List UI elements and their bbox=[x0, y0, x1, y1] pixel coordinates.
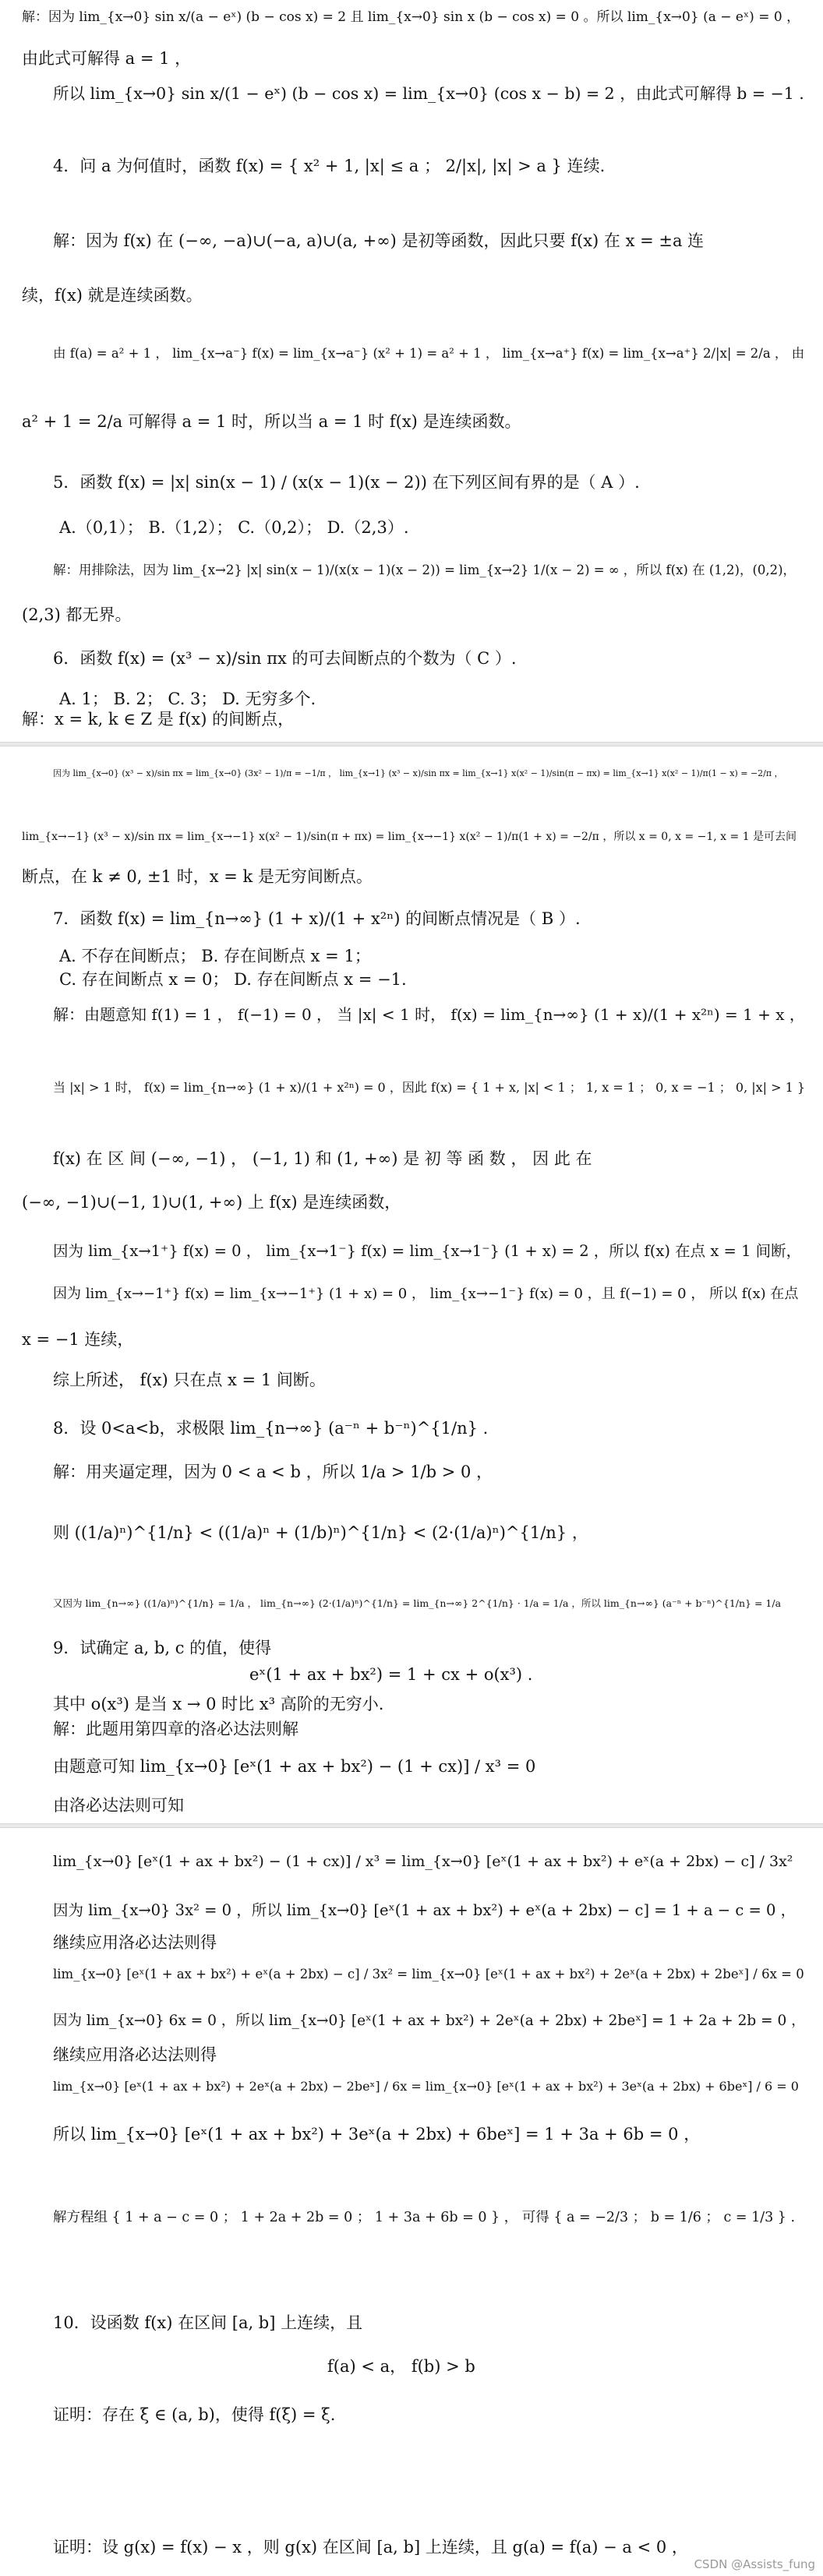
section-divider bbox=[0, 742, 823, 746]
text-line: 由题意可知 lim_{x→0} [eˣ(1 + ax + bx²) − (1 + cx)] / x³ = 0 bbox=[53, 1757, 536, 1776]
text-line: 证明：存在 ξ ∈ (a, b)，使得 f(ξ) = ξ. bbox=[53, 2405, 336, 2424]
problem-10: 10．设函数 f(x) 在区间 [a, b] 上连续，且 bbox=[53, 2313, 363, 2332]
problem-7: 7．函数 f(x) = lim_{n→∞} (1 + x)/(1 + x²ⁿ) 的间断点情况是（ B ）. bbox=[53, 909, 581, 928]
options-line: A.（0,1）； B.（1,2）； C.（0,2）； D.（2,3）. bbox=[59, 518, 409, 537]
text-line: 因为 lim_{x→0} 6x = 0 ，所以 lim_{x→0} [eˣ(1 + ax + bx²) + 2eˣ(a + 2bx) + 2beˣ] = 1 + 2a + 2b = 0 ， bbox=[53, 2013, 806, 2029]
text-line: 解：用夹逼定理，因为 0 < a < b ，所以 1/a > 1/b > 0 ， bbox=[53, 1463, 493, 1481]
equation-line: eˣ(1 + ax + bx²) = 1 + cx + o(x³) . bbox=[249, 1665, 533, 1684]
text-line: 解：用排除法，因为 lim_{x→2} |x| sin(x − 1)/(x(x − 1)(x − 2)) = lim_{x→2} 1/(x − 2) = ∞ ，所以 f(x) 在 (1,2)，(0,2)， bbox=[53, 563, 797, 577]
text-line: f(x) 在 区 间 (−∞, −1) ， (−1, 1) 和 (1, +∞) 是 初 等 函 数 ， 因 此 在 bbox=[53, 1149, 592, 1168]
text-line: 解：因为 lim_{x→0} sin x/(a − eˣ) (b − cos x) = 2 且 lim_{x→0} sin x (b − cos x) = 0 。所以 lim_{x→0} (a − eˣ) = 0 ， bbox=[22, 9, 800, 25]
problem-5: 5．函数 f(x) = |x| sin(x − 1) / (x(x − 1)(x − 2)) 在下列区间有界的是（ A ）. bbox=[53, 473, 640, 492]
section-divider bbox=[0, 1823, 823, 1828]
text-line: 解：x = k, k ∈ Z 是 f(x) 的间断点， bbox=[22, 710, 295, 729]
equation-line: lim_{x→0} [eˣ(1 + ax + bx²) + 2eˣ(a + 2bx) − 2beˣ] / 6x = lim_{x→0} [eˣ(1 + ax + bx²) + 3eˣ(a + 2bx) + 6beˣ] / 6 = 0 bbox=[53, 2079, 799, 2094]
text-line: 因为 lim_{x→0} (x³ − x)/sin πx = lim_{x→0} (3x² − 1)/π = −1/π ， lim_{x→1} (x³ − x)/sin πx = lim_{x→1} x(x² − 1)/sin(π − πx) = lim_{x→1} x(x² − 1)/π(1 − x) = −2/π ， bbox=[53, 768, 783, 778]
text-line: 解：此题用第四章的洛必达法则解 bbox=[53, 1720, 298, 1738]
text-line: a² + 1 = 2/a 可解得 a = 1 时，所以当 a = 1 时 f(x) 是连续函数。 bbox=[22, 412, 521, 431]
text-line: 因为 lim_{x→1⁺} f(x) = 0 ， lim_{x→1⁻} f(x) = lim_{x→1⁻} (1 + x) = 2 ，所以 f(x) 在点 x = 1 间断， bbox=[53, 1242, 802, 1260]
text-line: (2,3) 都无界。 bbox=[22, 605, 132, 624]
text-line: 断点，在 k ≠ 0, ±1 时，x = k 是无穷间断点。 bbox=[22, 867, 373, 886]
equation-line: lim_{x→0} [eˣ(1 + ax + bx²) + eˣ(a + 2bx) − c] / 3x² = lim_{x→0} [eˣ(1 + ax + bx²) + 2eˣ(a + 2bx) + 2beˣ] / 6x = 0 bbox=[53, 1967, 804, 1981]
text-line: 所以 lim_{x→0} [eˣ(1 + ax + bx²) + 3eˣ(a + 2bx) + 6beˣ] = 1 + 3a + 6b = 0 ， bbox=[53, 2125, 701, 2144]
options-line: C. 存在间断点 x = 0； D. 存在间断点 x = −1. bbox=[59, 970, 407, 989]
text-line: x = −1 连续， bbox=[22, 1330, 134, 1349]
text-line: 又因为 lim_{n→∞} ((1/a)ⁿ)^{1/n} = 1/a ， lim_{n→∞} (2·(1/a)ⁿ)^{1/n} = lim_{n→∞} 2^{1/n} · 1/a = 1/a ，所以 lim_{n→∞} (a⁻ⁿ + b⁻ⁿ)^{1/n} = 1/a bbox=[53, 1597, 782, 1609]
text-line: 继续应用洛必达法则得 bbox=[53, 2045, 217, 2064]
problem-4: 4．问 a 为何值时，函数 f(x) = { x² + 1, |x| ≤ a ； 2/|x|, |x| > a } 连续. bbox=[53, 157, 606, 175]
equation-line: f(a) < a， f(b) > b bbox=[327, 2357, 475, 2376]
text-line: 继续应用洛必达法则得 bbox=[53, 1933, 217, 1952]
options-line: A. 不存在间断点； B. 存在间断点 x = 1； bbox=[59, 947, 371, 965]
text-line: 解：因为 f(x) 在 (−∞, −a)∪(−a, a)∪(a, +∞) 是初等函数，因此只要 f(x) 在 x = ±a 连 bbox=[53, 231, 705, 250]
text-line: 综上所述， f(x) 只在点 x = 1 间断。 bbox=[53, 1371, 326, 1389]
equation-line: lim_{x→0} [eˣ(1 + ax + bx²) − (1 + cx)] / x³ = lim_{x→0} [eˣ(1 + ax + bx²) + eˣ(a + 2bx) − c] / 3x² bbox=[53, 1853, 793, 1870]
problem-6: 6．函数 f(x) = (x³ − x)/sin πx 的可去间断点的个数为（ C ）. bbox=[53, 649, 517, 668]
text-line: 其中 o(x³) 是当 x → 0 时比 x³ 高阶的无穷小. bbox=[53, 1695, 384, 1713]
text-line: 续，f(x) 就是连续函数。 bbox=[22, 286, 203, 305]
text-line: 由 f(a) = a² + 1 ， lim_{x→a⁻} f(x) = lim_{x→a⁻} (x² + 1) = a² + 1 ， lim_{x→a⁺} f(x) = lim_{x→a⁺} 2/|x| = 2/a ， 由 bbox=[53, 346, 805, 361]
text-line: 所以 lim_{x→0} sin x/(1 − eˣ) (b − cos x) = lim_{x→0} (cos x − b) = 2 ，由此式可解得 b = −1 . bbox=[53, 84, 804, 103]
text-line: 因为 lim_{x→0} 3x² = 0 ，所以 lim_{x→0} [eˣ(1 + ax + bx²) + eˣ(a + 2bx) − c] = 1 + a − c = 0 ， bbox=[53, 1901, 797, 1919]
text-line: 则 ((1/a)ⁿ)^{1/n} < ((1/a)ⁿ + (1/b)ⁿ)^{1/n} < (2·(1/a)ⁿ)^{1/n} ， bbox=[53, 1523, 588, 1542]
text-line: 因为 lim_{x→−1⁺} f(x) = lim_{x→−1⁺} (1 + x) = 0 ， lim_{x→−1⁻} f(x) = 0 ，且 f(−1) = 0 ， 所以 f(x) 在点 bbox=[53, 1286, 799, 1302]
text-line: (−∞, −1)∪(−1, 1)∪(1, +∞) 上 f(x) 是连续函数， bbox=[22, 1193, 401, 1212]
text-line: lim_{x→−1} (x³ − x)/sin πx = lim_{x→−1} x(x² − 1)/sin(π + πx) = lim_{x→−1} x(x² − 1)/π(1 + x) = −2/π ，所以 x = 0, x = −1, x = 1 是可去间 bbox=[22, 831, 797, 843]
problem-9: 9．试确定 a, b, c 的值，使得 bbox=[53, 1639, 272, 1657]
problem-8: 8．设 0<a<b，求极限 lim_{n→∞} (a⁻ⁿ + b⁻ⁿ)^{1/n} . bbox=[53, 1419, 489, 1438]
watermark: CSDN @Assists_fung bbox=[694, 2557, 815, 2571]
text-line: 当 |x| > 1 时， f(x) = lim_{n→∞} (1 + x)/(1 + x²ⁿ) = 0 ，因此 f(x) = { 1 + x, |x| < 1 ； 1, x = 1 ； 0, x = −1 ； 0, |x| > 1 } bbox=[53, 1080, 806, 1095]
text-line: 由此式可解得 a = 1 ， bbox=[22, 49, 192, 68]
text-line: 由洛必达法则可知 bbox=[53, 1796, 184, 1815]
equation-system: 解方程组 { 1 + a − c = 0 ； 1 + 2a + 2b = 0 ； 1 + 3a + 6b = 0 } ， 可得 { a = −2/3 ； b = 1/6 ； c = 1/3 } . bbox=[53, 2210, 796, 2225]
text-line: 解：由题意知 f(1) = 1 ， f(−1) = 0 ， 当 |x| < 1 时， f(x) = lim_{n→∞} (1 + x)/(1 + x²ⁿ) = 1 + x ， bbox=[53, 1005, 805, 1024]
options-line: A. 1； B. 2； C. 3； D. 无穷多个. bbox=[59, 690, 316, 708]
text-line: 证明：设 g(x) = f(x) − x ，则 g(x) 在区间 [a, b] 上连续，且 g(a) = f(a) − a < 0 ， bbox=[53, 2538, 688, 2557]
